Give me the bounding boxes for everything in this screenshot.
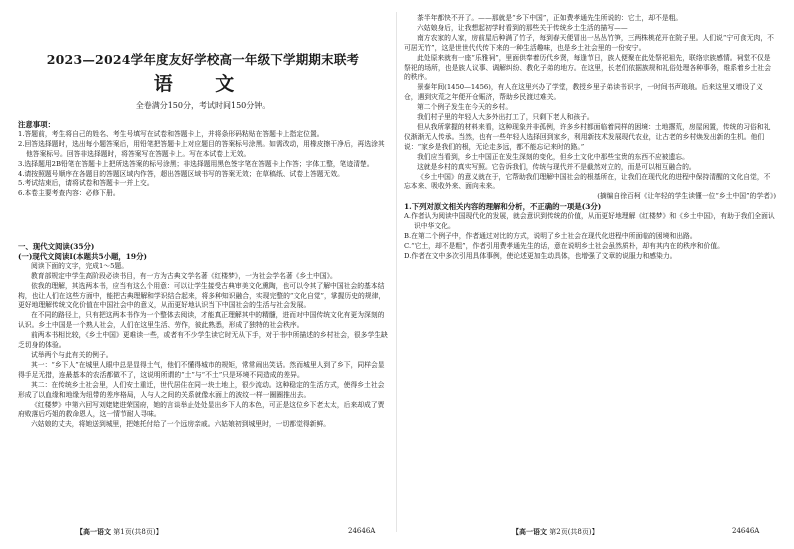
paragraph: 茶半年都快不开了。——那就是“乡下中国”，正如费孝通先生所说的：它土，却不是粗。 — [417, 14, 683, 22]
paragraph: 景泰年间(1450—1456)，有人在这里兴办了学堂，教授乡里子弟读书识字，一时间书声琅琅。后来这里又增设了义仓，遇到灾荒之年便开仓赈济，帮助乡民渡过难关。 — [404, 83, 763, 102]
notes-section — [18, 120, 388, 199]
paragraph: 试举两个与此有关的例子。 — [31, 350, 113, 359]
answer-option: B.在第二个例子中，作者通过对比的方式，说明了乡土社会在现代化进程中所面临的困境和出路。 — [404, 231, 697, 240]
paragraph: 六姑娘身后，让我想起初学时看到的那些关于传统乡土生活的描写—— — [417, 23, 628, 32]
paragraph: 但从我所掌握的材料来看，这种现象并非孤例，许多乡村都面临着同样的困境：土地撂荒，房屋闲置，传统的习俗和礼仪渐渐无人传承。当然，也有一些年轻人选择回到家乡，利用新技术发展现代农业，让古老的乡村焕发出新的生机。他们说：“家乡是我们的根，无论走多远，都不能忘记来时的路。” — [404, 122, 771, 151]
subject-title: 语 文 — [153, 73, 253, 95]
note-item: 3.选择题用2B铅笔在答题卡上把所选答案的标号涂黑；非选择题用黑色签字笔在答题卡上作答；字体工整，笔迹清楚。 — [18, 159, 374, 168]
notes-heading: 注意事项： — [18, 120, 55, 129]
paragraph: 我们村子里的年轻人大多外出打工了，只剩下老人和孩子。 — [417, 113, 594, 122]
footer-subject: 【高一语文 — [512, 527, 547, 536]
footer-subject: 【高一语文 — [76, 527, 111, 536]
reading-section — [18, 242, 388, 430]
left-page — [18, 0, 388, 549]
excerpt-source: (摘编自徐百柯《让年轻的学生读懂一位“乡土中国”的学者》) — [597, 192, 776, 201]
page-footer-label — [76, 527, 163, 537]
paragraph: 六姑娘的丈夫，将她送到城里，把她托付给了一个远房亲戚。六姑娘初到城里时，一切都觉得新鲜。 — [31, 420, 331, 429]
paragraph: 第二个例子发生在今天的乡村。 — [417, 103, 513, 112]
note-item: 4.请按照题号顺序在各题目的答题区域内作答，超出答题区域书写的答案无效；在草稿纸、试卷上答题无效。 — [18, 169, 344, 178]
note-item: 2.回答选择题时，选出每小题答案后，用铅笔把答题卡上对应题目的答案标号涂黑。如需改动，用橡皮擦干净后，再选涂其他答案标号。回答非选择题时，将答案写在答题卡上。写在本试卷上无效。 — [18, 139, 385, 158]
footer-code: 24646A — [348, 527, 376, 535]
paragraph: 我们应当看到，乡土中国正在发生深刻的变化，但乡土文化中那些宝贵的东西不应被遗忘。 — [417, 152, 689, 161]
exam-title: 2023—2024学年度友好学校高一年级下学期期末联考 — [46, 52, 360, 67]
score-line: 全卷满分150分，考试时间150分钟。 — [135, 101, 271, 110]
page-footer-label — [512, 527, 599, 537]
paragraph: 南方农家的人家，房前屋后种满了竹子，每到春天便冒出一丛丛竹笋，三两株桃花开在院子里。人们说“宁可食无肉，不可居无竹”，这是世世代代传下来的一种生活趣味，也是乡土社会里的一份安宁。 — [404, 33, 774, 52]
paragraph: 在不同的路径上，只有把这两本书作为一个整体去阅读，才能真正理解其中的精髓，进而对中国传统文化有更为深刻的认识。乡土中国是一个熟人社会，人们在这里生活、劳作，彼此熟悉，形成了独特的社会秩序。 — [18, 311, 385, 330]
question-stem: 1.下列对原文相关内容的理解和分析，不正确的一项是(3分) — [404, 202, 602, 212]
note-item: 6.本卷主要考查内容：必修下册。 — [18, 189, 120, 198]
reading-continued — [404, 14, 776, 262]
right-page — [404, 0, 776, 549]
paragraph: 《乡土中国》的意义就在于，它帮助我们理解中国社会的根基所在，让我们在现代化的进程中保持清醒的文化自觉，不忘本来、吸收外来、面向未来。 — [404, 172, 771, 191]
paragraph: 前两本书相比较，《乡土中国》更难读一些，或者有不少学生读它时无从下手，对于书中所描述的乡村社会，很多学生缺乏切身的体验。 — [18, 331, 388, 350]
paragraph: 其一：“乡下人”在城里人眼中总是显得土气，他们不懂得城市的规矩，常常闹出笑话。然而城里人到了乡下，同样会显得手足无措，连最基本的农活都做不了，这说明所谓的“土”与“不土”只是环境不同造成的差异。 — [18, 360, 385, 379]
footer-code: 24646A — [732, 527, 760, 535]
note-item: 1.答题前，考生将自己的姓名、考生号填写在试卷和答题卡上，并将条形码粘贴在答题卡上指定位置。 — [18, 129, 324, 138]
footer-page-number: 第1页(共8页)】 — [113, 528, 163, 536]
answer-option: A.作者认为阅读中国现代化的发展，就会意识到传统的价值，从而更好地理解《红楼梦》和《乡土中国》，有助于我们全面认识中华文化。 — [404, 212, 775, 231]
footer-page-number: 第2页(共8页)】 — [549, 528, 599, 536]
paragraph: 这就是乡村的真实写照。它告诉我们，传统与现代并不是截然对立的，而是可以相互融合的。 — [417, 162, 696, 171]
paragraph: 教育部规定中学生高阶段必读书目，有一方为古典文学名著《红楼梦》，一为社会学名著《乡土中国》。 — [31, 271, 337, 280]
answer-option: D.作者在文中多次引用具体事例，使论述更加生动具体，也增强了文章的说服力和感染力。 — [404, 251, 677, 260]
paragraph: 其二：在传统乡土社会里，人们安土重迁，世代居住在同一块土地上，很少流动。这种稳定的生活方式，使得乡土社会形成了以血缘和地缘为纽带的差序格局，人与人之间的关系就像水面上的波纹一样一圈圈推出去。 — [18, 380, 385, 399]
page-divider — [396, 12, 397, 532]
subsection-heading: (一)现代文阅读Ⅰ(本题共5小题，19分) — [18, 251, 147, 261]
paragraph: 《红楼梦》中第六回写刘姥姥进荣国府，她的言谈举止处处显出乡下人的本色，可正是这位乡下老太太，后来却成了贾府败落后巧姐的救命恩人，这一情节耐人寻味。 — [18, 400, 385, 419]
answer-option: C.“它土，却不是粗”，作者引用费孝通先生的话，意在说明乡土社会虽然质朴，却有其内在的秩序和价值。 — [404, 241, 724, 250]
note-item: 5.考试结束后，请将试卷和答题卡一并上交。 — [18, 179, 154, 188]
paragraph: 依我的理解，其选两本书，应当有这么个用意：可以让学生接受古典审美文化熏陶，也可以令其了解中国社会的基本结构，也让人们在这些方面中，能把古典理解和学识结合起来，将多种知识融合，实现完整的“文化自觉”，掌握历史的规律，更好地理解传统文化价值在中国社会中的意义，从而更好地认识当下中国社会的生活与社会发展。 — [18, 281, 386, 310]
instruction: 阅读下面的文字，完成1～5题。 — [31, 261, 129, 270]
section-heading: 一、现代文阅读(35分) — [18, 242, 95, 251]
paragraph: 此处原来就有一座“乐雅祠”，里面供奉着历代乡贤，每逢节日，族人便聚在此处祭祀祖先，联络宗族感情。祠堂不仅是祭祀的场所，也是族人议事、调解纠纷、教化子弟的地方。在这里，长老们依据族规和礼俗处理各种事务，维系着乡土社会的秩序。 — [404, 53, 772, 82]
